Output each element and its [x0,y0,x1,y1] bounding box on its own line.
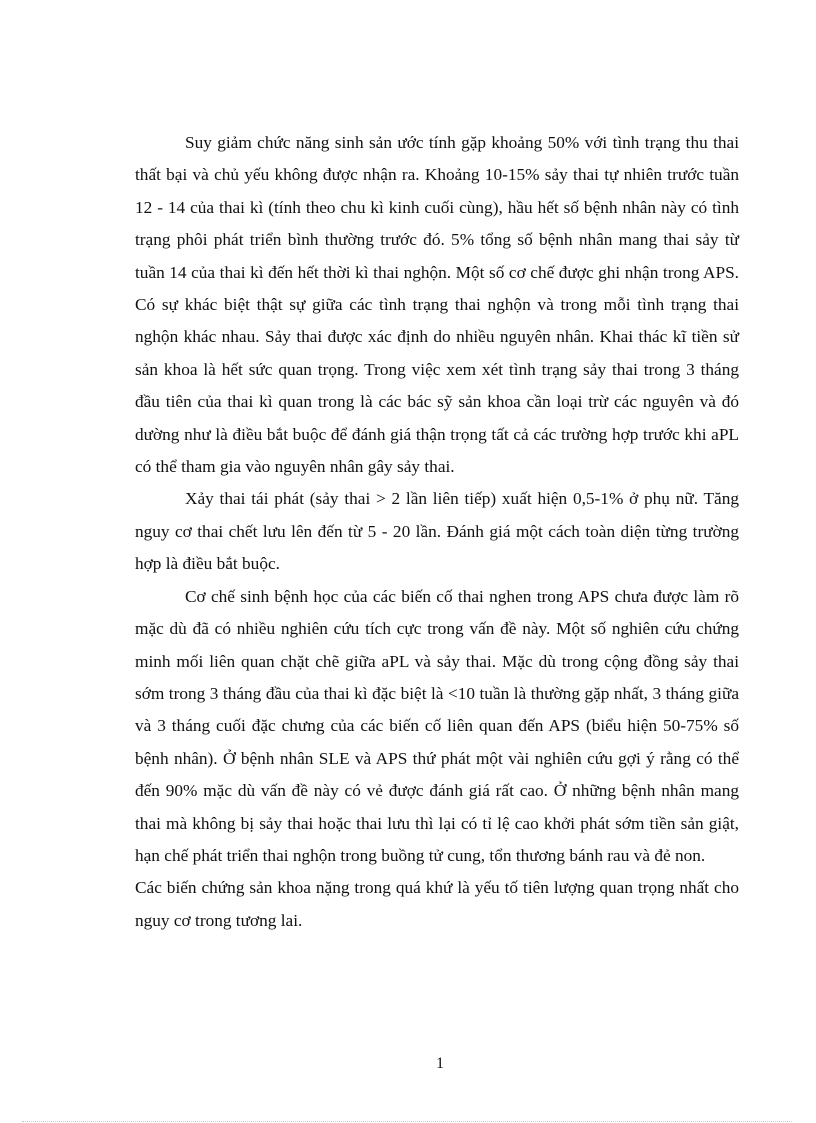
paragraph-prognosis: Các biến chứng sản khoa nặng trong quá khứ là yếu tố tiên lượng quan trọng nhất cho nguy cơ trong tương lai. [135,878,739,930]
paragraph-reproductive-failure: Suy giảm chức năng sinh sản ước tính gặp khoảng 50% với tình trạng thu thai thất bại và chủ yếu không được nhận ra. Khoảng 10-15% sảy thai tự nhiên trước tuần 12 - 14 của thai kì (tính theo chu kì kinh cuối cùng), hầu hết số bệnh nhân này có tình trạng phôi phát triển bình thường trước đó. 5% tổng số bệnh nhân mang thai sảy từ tuần 14 của thai kì đến hết thời kì thai nghộn. Một số cơ chế được ghi nhận trong APS. Có sự khác biệt thật sự giữa các tình trạng thai nghộn và trong mỗi tình trạng thai nghộn khác nhau. Sảy thai được xác định do nhiều nguyên nhân. Khai thác kĩ tiền sử sản khoa là hết sức quan trọng. Trong việc xem xét tình trạng sảy thai trong 3 tháng đầu tiên của thai kì quan trong là các bác sỹ sản khoa cần loại trừ các nguyên và đó dường như là điều bắt buộc để đánh giá thận trọng tất cả các trường hợp trước khi aPL có thể tham gia vào nguyên nhân gây sảy thai. [135,133,739,477]
paragraph-pathogenesis: Cơ chế sinh bệnh học của các biến cố thai nghen trong APS chưa được làm rõ mặc dù đã có nhiều nghiên cứu tích cực trong vấn đề này. Một số nghiên cứu chứng minh mối liên quan chặt chẽ giữa aPL và sảy thai. Mặc dù trong cộng đồng sảy thai sớm trong 3 tháng đầu của thai kì đặc biệt là <10 tuần là thường gặp nhất, 3 tháng giữa và 3 tháng cuối đặc chưng của các biến cố liên quan đến APS (biểu hiện 50-75% số bệnh nhân). Ở bệnh nhân SLE và APS thứ phát một vài nghiên cứu gợi ý rằng có thể đến 90% mặc dù vấn đề này có vẻ được đánh giá rất cao. Ở những bệnh nhân mang thai mà không bị sảy thai hoặc thai lưu thì lại có tỉ lệ cao khởi phát sớm tiền sản giật, hạn chế phát triển thai nghộn trong buồng tử cung, tổn thương bánh rau và đẻ non. [135,586,739,865]
paragraph-recurrent-miscarriage: Xảy thai tái phát (sảy thai > 2 lần liên tiếp) xuất hiện 0,5-1% ở phụ nữ. Tăng nguy cơ thai chết lưu lên đến từ 5 - 20 lần. Đánh giá một cách toàn diện từng trường hợp là điều bắt buộc. [135,489,739,574]
body-text [135,127,739,937]
page-number: 1 [436,1055,444,1072]
footer-divider [22,1121,792,1122]
